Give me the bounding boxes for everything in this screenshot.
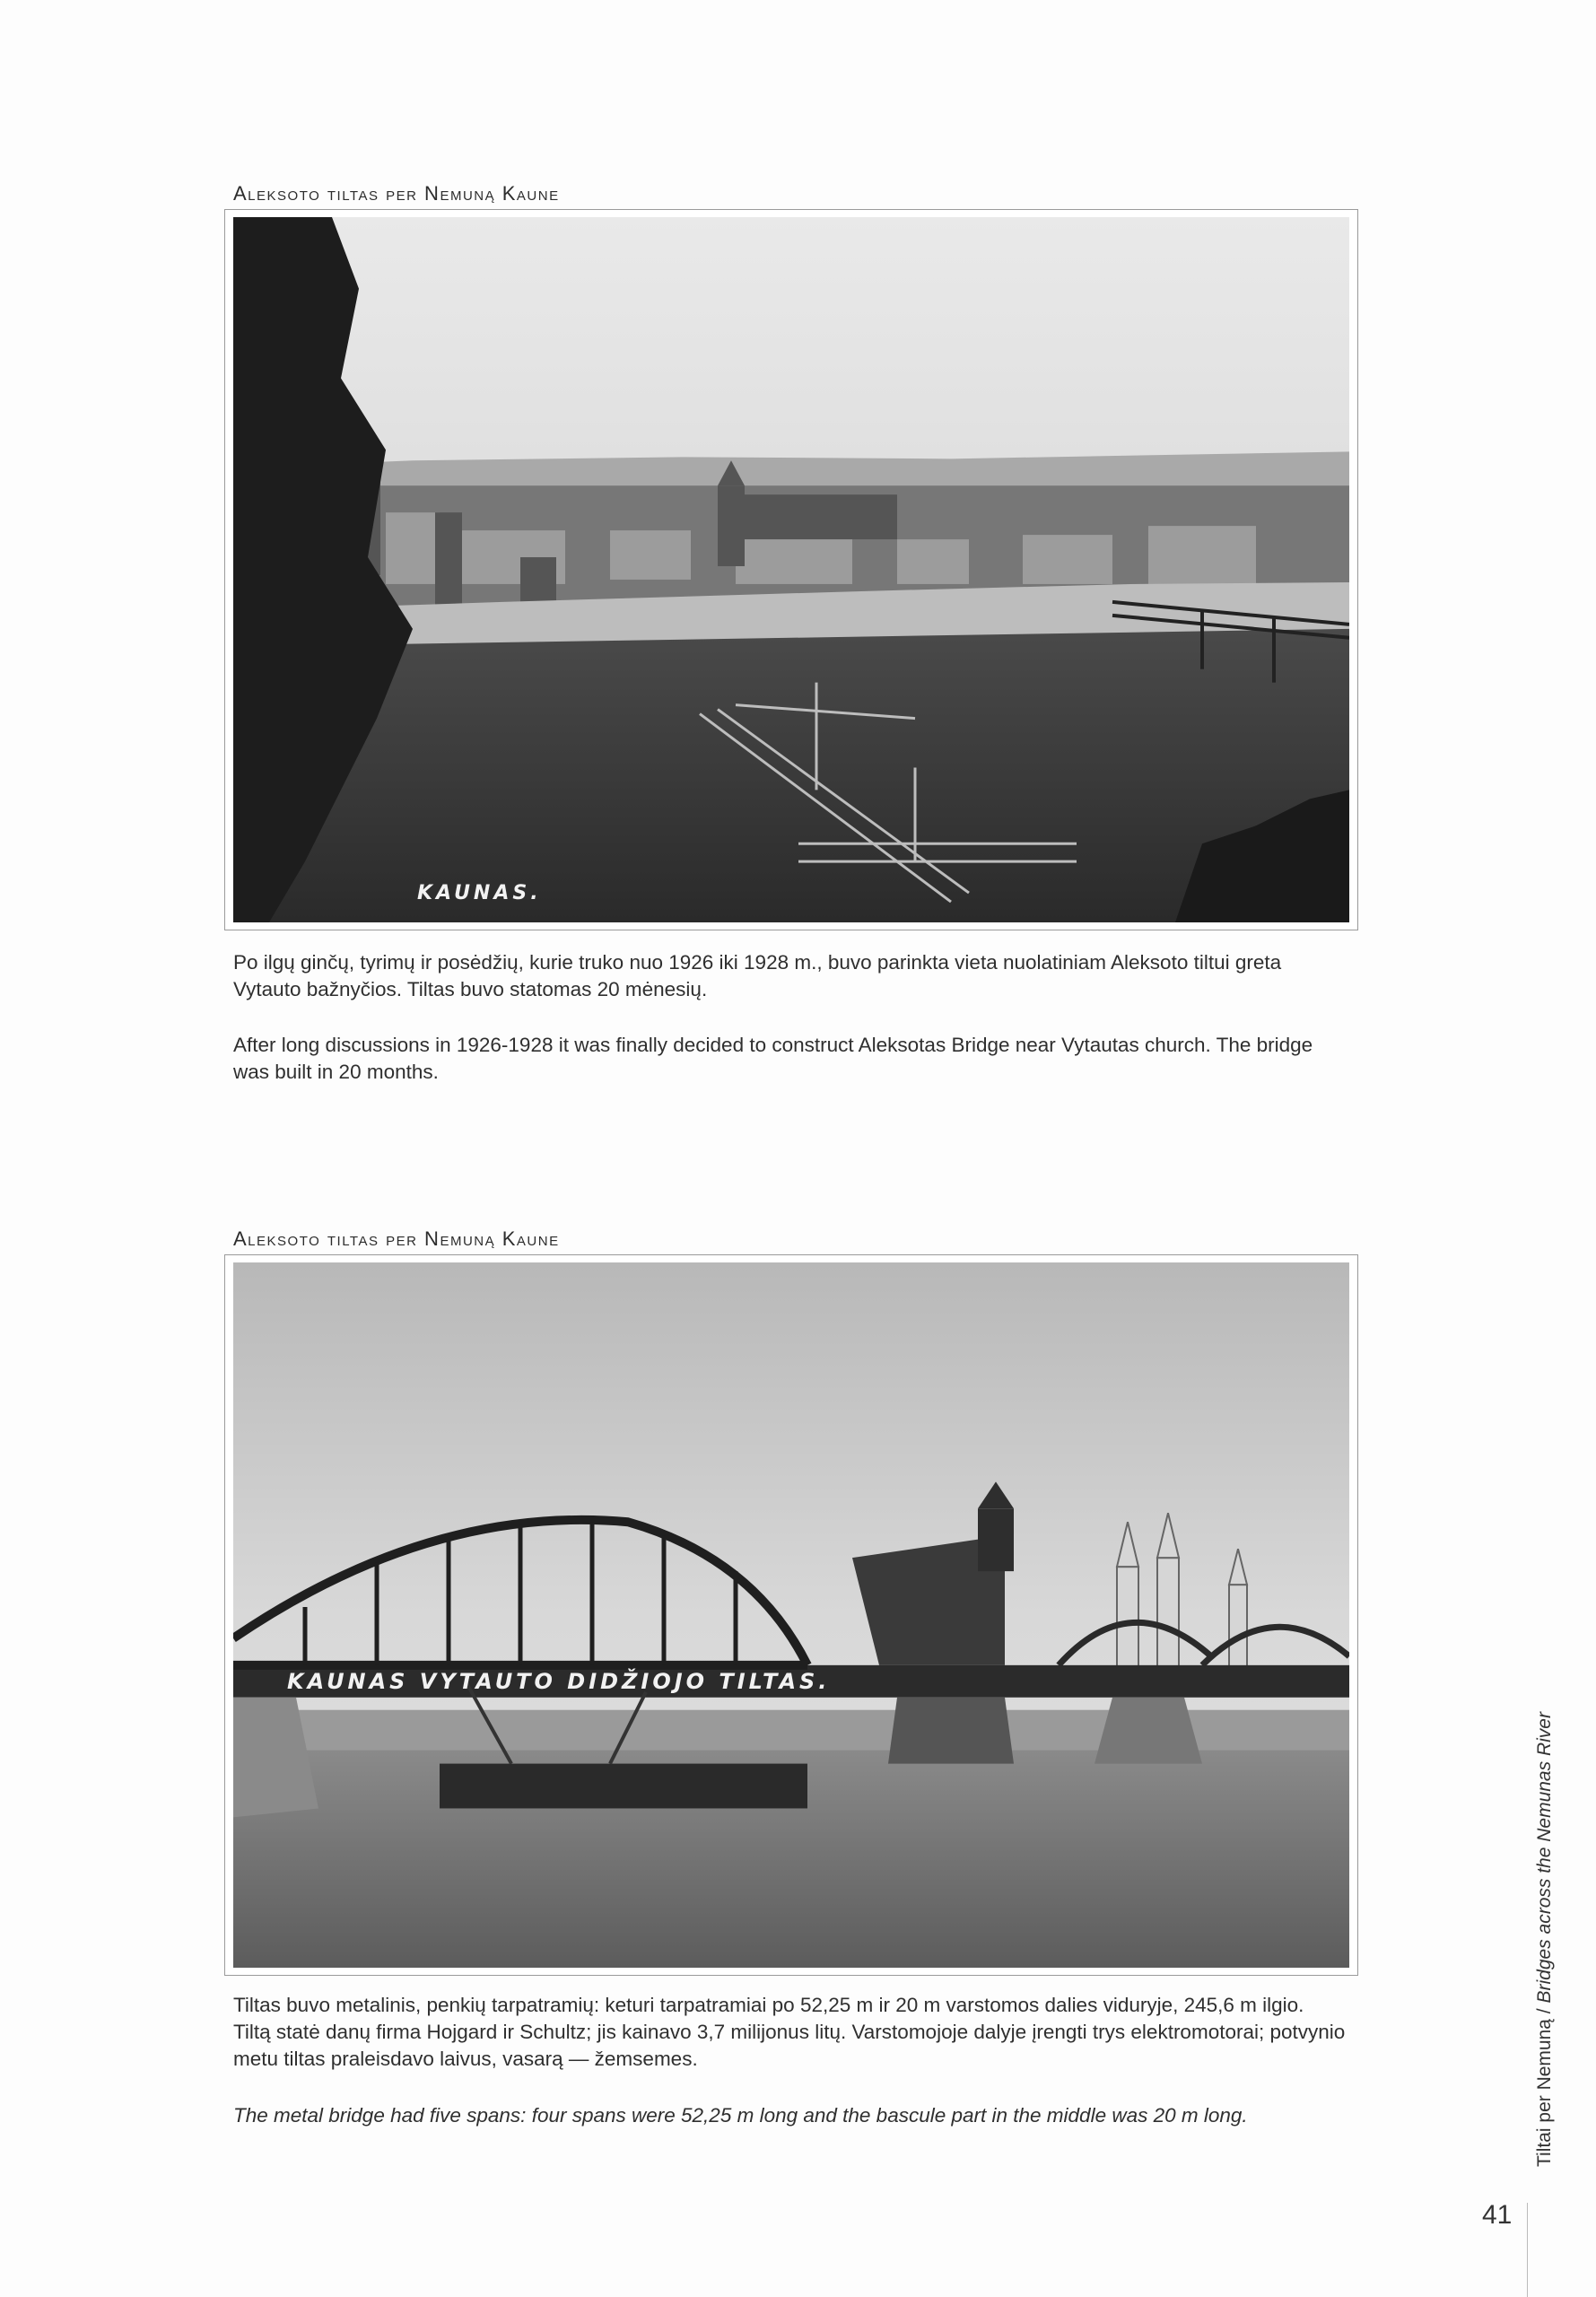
figure1-text-lt: Po ilgų ginčų, tyrimų ir posėdžių, kurie truko nuo 1926 iki 1928 m., buvo parinkta vieta nuolatiniam Aleksoto tiltui greta Vytauto bažnyčios. Tiltas buvo statomas 20 mėnesių.	[233, 951, 1282, 1000]
page-number: 41	[1482, 2200, 1513, 2230]
figure2-caption-title: Aleksoto tiltas per Nemuną Kaune	[233, 1227, 560, 1250]
figure1-photo	[233, 217, 1349, 922]
running-title-separator: /	[1534, 2003, 1555, 2020]
figure2-photo-label: KAUNAS VYTAUTO DIDŽIOJO TILTAS.	[287, 1668, 831, 1694]
running-title-en: Bridges across the Nemunas River	[1534, 1712, 1555, 2004]
figure1-photo-frame	[224, 209, 1358, 930]
figure2-photo-frame	[224, 1254, 1358, 1976]
figure1-photo-label: KAUNAS.	[417, 882, 542, 905]
page-divider-line	[1527, 2203, 1528, 2297]
figure2-photo	[233, 1262, 1349, 1968]
running-title-vertical	[1534, 1712, 1556, 2167]
figure2-text-en: The metal bridge had five spans: four spans were 52,25 m long and the bascule part in the middle was 20 m long.	[233, 2104, 1248, 2127]
figure1-caption-title: Aleksoto tiltas per Nemuną Kaune	[233, 182, 560, 205]
running-title-lt: Tiltai per Nemuną	[1534, 2019, 1555, 2167]
figure1-text-en: After long discussions in 1926-1928 it was finally decided to construct Aleksotas Bridge near Vytautas church. The bridge was built in 20 months.	[233, 1034, 1313, 1083]
figure2-text-lt: Tiltas buvo metalinis, penkių tarpatramių: keturi tarpatramiai po 52,25 m ir 20 m varstomos dalies viduryje, 245,6 m ilgio. Tiltą statė danų firma Hojgard ir Schultz; jis kainavo 3,7 milijonus litų. Varstomojoje dalyje įrengti trys elektromotorai; potvynio metu tiltas praleisdavo laivus, vasarą — žemsemes.	[233, 1994, 1346, 2070]
